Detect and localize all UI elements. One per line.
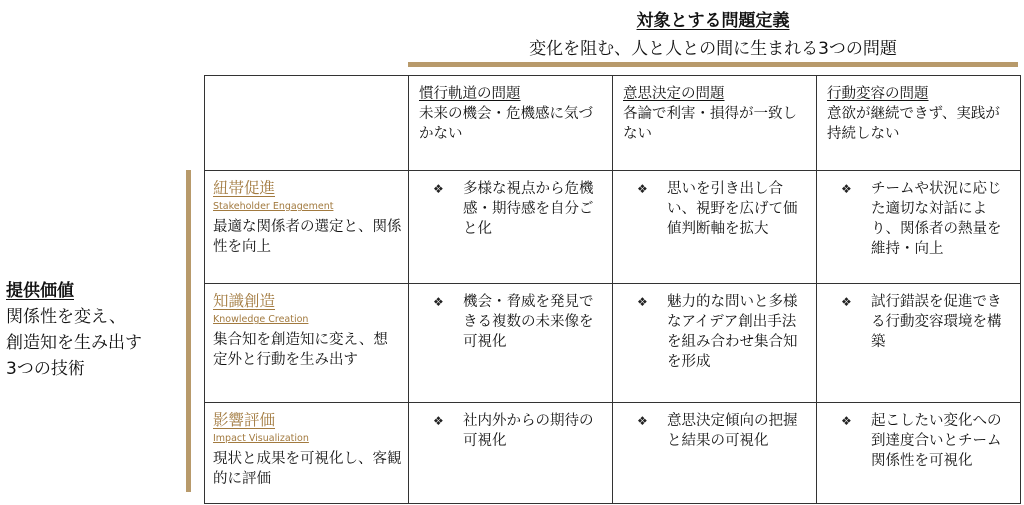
matrix-cell-text: 社内外からの期待の可視化: [463, 413, 594, 449]
matrix-cell: [613, 171, 817, 284]
matrix-cell: [613, 284, 817, 403]
page-subtitle: 変化を阻む、人と人との間に生まれる3つの問題: [529, 39, 897, 59]
value-proposition-line: 3つの技術: [6, 359, 85, 379]
matrix-corner-cell: [205, 76, 409, 171]
matrix-cell: [817, 403, 1021, 504]
row-header-cell: [205, 171, 409, 284]
row-header-cell: [205, 284, 409, 403]
diamond-bullet-icon: ❖: [433, 182, 444, 196]
diamond-bullet-icon: ❖: [637, 182, 648, 196]
matrix-cell: [409, 171, 613, 284]
rows-accent-line: [186, 170, 191, 492]
column-header-title: 慣行軌道の問題: [419, 86, 521, 102]
row-header-title: 紐帯促進: [213, 179, 276, 197]
column-header-behavior-change: [817, 76, 1021, 171]
page-title: 対象とする問題定義: [636, 11, 790, 31]
column-header-description: 未来の機会・危機感に気づかない: [419, 106, 593, 142]
column-header-description: 意欲が継続できず、実践が持続しない: [827, 106, 1000, 142]
matrix-cell-text: 起こしたい変化への到達度合いとチーム関係性を可視化: [871, 413, 1002, 469]
diamond-bullet-icon: ❖: [841, 182, 852, 196]
row-header-title: 知識創造: [213, 292, 276, 310]
row-header-english-subtitle: Knowledge Creation: [213, 314, 309, 325]
value-proposition-line: 創造知を生み出す: [6, 333, 142, 353]
matrix-row-impact-visualization: [205, 403, 1021, 504]
row-header-description: 現状と成果を可視化し、客観的に評価: [213, 451, 402, 487]
column-header-title: 行動変容の問題: [827, 86, 929, 102]
row-header-title: 影響評価: [213, 411, 276, 429]
column-header-title: 意思決定の問題: [623, 86, 725, 102]
row-header-description: 最適な関係者の選定と、関係性を向上: [213, 219, 402, 255]
matrix-cell-text: チームや状況に応じた適切な対話により、関係者の熱量を維持・向上: [871, 181, 1002, 257]
matrix-cell: [409, 284, 613, 403]
row-header-english-subtitle: Stakeholder Engagement: [213, 201, 334, 212]
matrix-header-row: [205, 76, 1021, 171]
matrix-cell-text: 意思決定傾向の把握と結果の可視化: [667, 413, 798, 449]
value-proposition-line: 関係性を変え、: [6, 307, 127, 327]
matrix-cell: [409, 403, 613, 504]
header-accent-line: [408, 62, 1018, 67]
diamond-bullet-icon: ❖: [433, 295, 444, 309]
matrix-cell-text: 多様な視点から危機感・期待感を自分ごと化: [463, 181, 594, 237]
diamond-bullet-icon: ❖: [637, 414, 648, 428]
matrix-cell-text: 試行錯誤を促進できる行動変容環境を構築: [871, 294, 1002, 350]
matrix-cell-text: 思いを引き出し合い、視野を広げて価値判断軸を拡大: [667, 181, 798, 237]
problem-technique-matrix: [204, 75, 1021, 504]
column-header-habitual-trajectory: [409, 76, 613, 171]
value-proposition-title: 提供価値: [6, 281, 74, 301]
diamond-bullet-icon: ❖: [841, 295, 852, 309]
row-header-english-subtitle: Impact Visualization: [213, 433, 309, 444]
column-header-description: 各論で利害・損得が一致しない: [623, 106, 797, 142]
row-header-cell: [205, 403, 409, 504]
matrix-cell: [817, 284, 1021, 403]
matrix-cell: [817, 171, 1021, 284]
matrix-cell-text: 機会・脅威を発見できる複数の未来像を可視化: [463, 294, 594, 350]
value-proposition-label: [6, 278, 184, 382]
row-header-description: 集合知を創造知に変え、想定外と行動を生み出す: [213, 332, 388, 368]
matrix-row-stakeholder-engagement: [205, 171, 1021, 284]
column-header-decision-making: [613, 76, 817, 171]
diamond-bullet-icon: ❖: [841, 414, 852, 428]
matrix-row-knowledge-creation: [205, 284, 1021, 403]
diamond-bullet-icon: ❖: [637, 295, 648, 309]
matrix-cell-text: 魅力的な問いと多様なアイデア創出手法を組み合わせ集合知を形成: [667, 294, 798, 370]
diamond-bullet-icon: ❖: [433, 414, 444, 428]
matrix-cell: [613, 403, 817, 504]
